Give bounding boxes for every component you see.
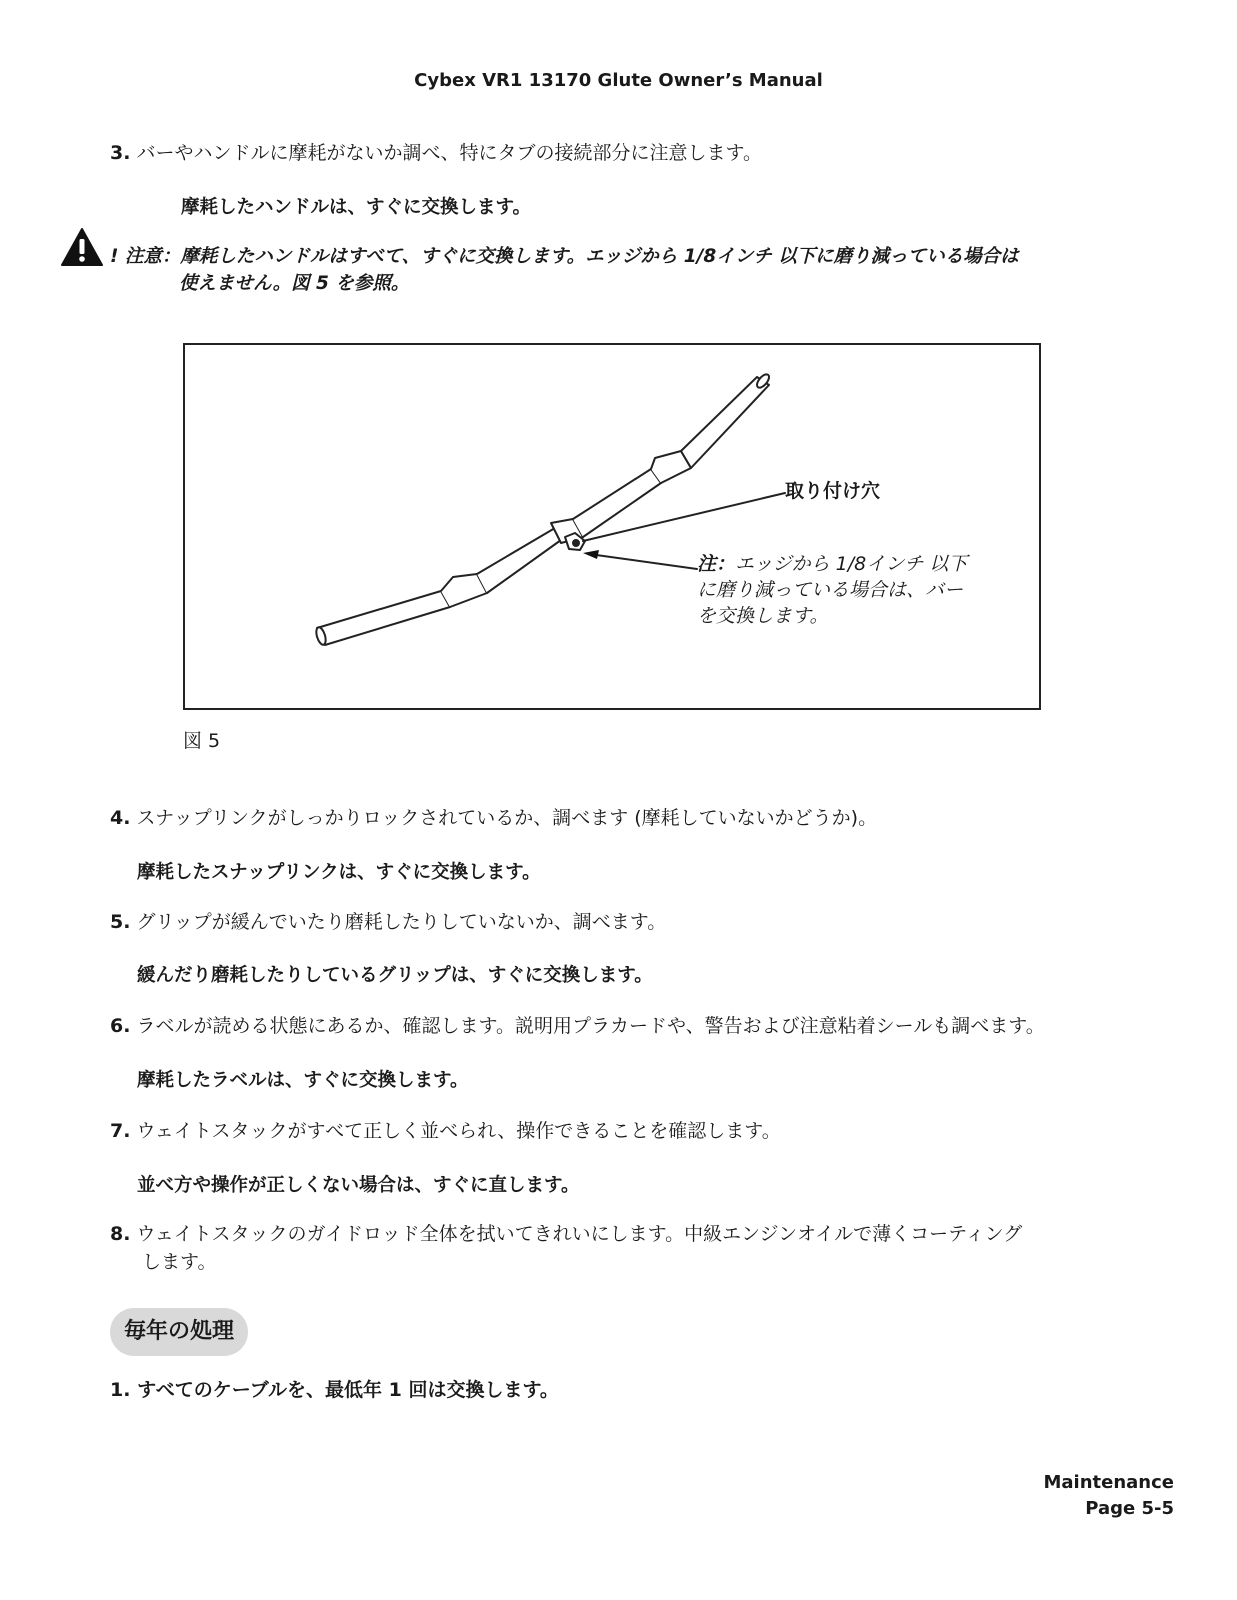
section-heading-annual: 毎年の処理 <box>110 1308 248 1356</box>
annual-item-text: すべてのケーブルを、最低年 1 回は交換します。 <box>137 1379 559 1401</box>
step-3 <box>110 140 762 166</box>
step-text: ウェイトスタックがすべて正しく並べられ、操作できることを確認します。 <box>136 1120 781 1142</box>
step-text: ラベルが読める状態にあるか、確認します。説明用プラカードや、警告および注意粘着シールも調べます。 <box>136 1015 1045 1037</box>
step-6-action: 摩耗したラベルは、すぐに交換します。 <box>137 1070 469 1091</box>
caution-line-1 <box>110 243 1019 271</box>
handle-bar-illustration <box>185 345 1039 708</box>
annual-item-number: 1. <box>110 1379 131 1401</box>
figure-note-line-3: を交換します。 <box>697 605 829 627</box>
page-header: Cybex VR1 13170 Glute Owner’s Manual <box>414 70 823 91</box>
step-number: 7. <box>110 1120 131 1142</box>
figure-note <box>697 551 967 629</box>
step-7-action: 並べ方や操作が正しくない場合は、すぐに直します。 <box>137 1175 580 1196</box>
figure-note-line-1: エッジから 1/8インチ 以下 <box>735 553 968 575</box>
warning-triangle-icon <box>60 227 104 267</box>
figure-label-mounting-hole: 取り付け穴 <box>785 480 881 502</box>
footer-page-number: Page 5-5 <box>1085 1498 1174 1519</box>
step-text: バーやハンドルに摩耗がないか調べ、特にタブの接続部分に注意します。 <box>136 142 762 164</box>
step-4 <box>110 805 877 831</box>
annual-item-1 <box>110 1375 559 1402</box>
step-8-continuation: します。 <box>142 1251 217 1273</box>
step-text: グリップが緩んでいたり磨耗したりしていないか、調べます。 <box>136 911 667 933</box>
step-5 <box>110 909 666 935</box>
step-7 <box>110 1118 781 1144</box>
figure-caption: 図 5 <box>183 730 221 752</box>
caution-prefix: ! 注意： <box>110 246 181 267</box>
figure-note-line-2: に磨り減っている場合は、バー <box>697 579 964 601</box>
step-8 <box>110 1221 1022 1247</box>
step-text: スナップリンクがしっかりロックされているか、調べます (摩耗していないかどうか)。 <box>136 807 878 829</box>
step-number: 6. <box>110 1015 131 1037</box>
caution-text: 摩耗したハンドルはすべて、すぐに交換します。エッジから 1/8インチ 以下に磨り減っている場合は <box>180 246 1019 267</box>
step-number: 5. <box>110 911 131 933</box>
figure-note-prefix: 注： <box>697 553 736 575</box>
page-footer <box>1043 1470 1174 1522</box>
step-5-action: 緩んだり磨耗したりしているグリップは、すぐに交換します。 <box>137 965 653 986</box>
step-3-action: 摩耗したハンドルは、すぐに交換します。 <box>181 197 532 218</box>
step-number: 3. <box>110 142 131 164</box>
step-6 <box>110 1013 1045 1039</box>
figure-5 <box>183 343 1041 710</box>
step-text: ウェイトスタックのガイドロッド全体を拭いてきれいにします。中級エンジンオイルで薄くコーティング <box>136 1223 1023 1245</box>
caution-line-2: 使えません。図 5 を参照。 <box>179 273 410 294</box>
step-number: 4. <box>110 807 131 829</box>
step-4-action: 摩耗したスナップリンクは、すぐに交換します。 <box>137 862 541 883</box>
step-number: 8. <box>110 1223 131 1245</box>
footer-section: Maintenance <box>1043 1472 1174 1493</box>
